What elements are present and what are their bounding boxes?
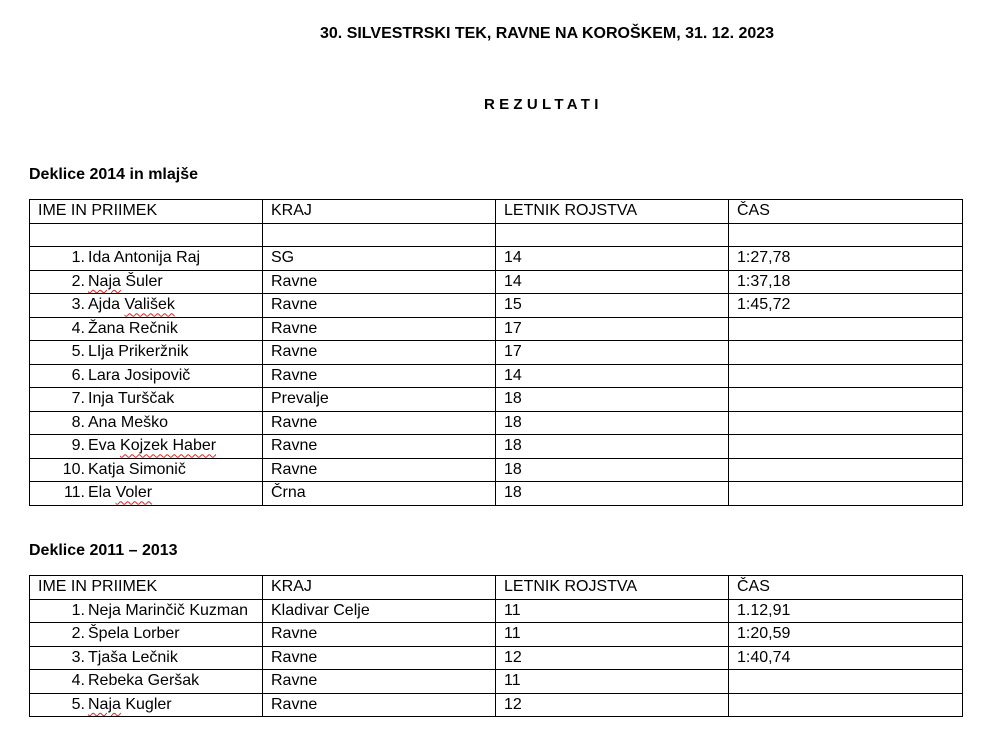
cell-birth-year: 12	[496, 646, 729, 670]
rank-number: 7.	[71, 390, 85, 408]
rank-number: 3.	[71, 296, 85, 314]
document-title: 30. SILVESTRSKI TEK, RAVNE NA KOROŠKEM, 31. 12. 2023	[320, 25, 775, 42]
cell-name	[30, 294, 263, 318]
rank-number: 5.	[71, 695, 85, 713]
column-header-name: IME IN PRIIMEK	[30, 576, 263, 600]
cell-birth-year: 18	[496, 435, 729, 459]
cell-time	[729, 341, 963, 365]
rank-number: 2.	[71, 272, 85, 290]
cell-name	[30, 364, 263, 388]
competitor-name: Inja Turščak	[88, 390, 175, 408]
table-row	[30, 693, 963, 717]
cell-name	[30, 317, 263, 341]
column-header-birth-year: LETNIK ROJSTVA	[496, 200, 729, 224]
cell-time: 1.12,91	[729, 599, 963, 623]
results-table-girls-2014-and-younger	[29, 199, 963, 506]
competitor-name: Ana Meško	[88, 413, 169, 431]
cell-name	[30, 670, 263, 694]
competitor-name: Katja Simonič	[88, 460, 186, 478]
column-header-name: IME IN PRIIMEK	[30, 200, 263, 224]
cell-birth-year: 14	[496, 364, 729, 388]
table-row	[30, 247, 963, 271]
cell-place: SG	[263, 247, 496, 271]
cell-time	[729, 388, 963, 412]
cell-place: Ravne	[263, 646, 496, 670]
cell-name	[30, 270, 263, 294]
competitor-name: LIja Prikeržnik	[88, 343, 189, 361]
column-header-time: ČAS	[729, 200, 963, 224]
cell-place: Črna	[263, 482, 496, 506]
empty-cell	[263, 223, 496, 247]
cell-place: Ravne	[263, 341, 496, 365]
cell-name	[30, 247, 263, 271]
cell-birth-year: 12	[496, 693, 729, 717]
cell-time	[729, 411, 963, 435]
rank-number: 4.	[71, 672, 85, 690]
cell-birth-year: 11	[496, 670, 729, 694]
competitor-name: Špela Lorber	[88, 625, 180, 643]
cell-place: Ravne	[263, 435, 496, 459]
table-row	[30, 646, 963, 670]
cell-time: 1:27,78	[729, 247, 963, 271]
cell-birth-year: 18	[496, 482, 729, 506]
table-row	[30, 435, 963, 459]
cell-place: Ravne	[263, 670, 496, 694]
cell-time	[729, 317, 963, 341]
rank-number: 4.	[71, 319, 85, 337]
cell-birth-year: 17	[496, 317, 729, 341]
cell-place: Ravne	[263, 458, 496, 482]
table-row	[30, 458, 963, 482]
column-header-time: ČAS	[729, 576, 963, 600]
rank-number: 1.	[71, 249, 85, 267]
column-header-place: KRAJ	[263, 200, 496, 224]
table-header-row	[30, 200, 963, 224]
cell-birth-year: 18	[496, 388, 729, 412]
table-row	[30, 317, 963, 341]
rank-number: 9.	[71, 437, 85, 455]
cell-place: Ravne	[263, 411, 496, 435]
cell-name	[30, 482, 263, 506]
rank-number: 1.	[71, 601, 85, 619]
cell-time	[729, 693, 963, 717]
cell-time	[729, 482, 963, 506]
rank-number: 2.	[71, 625, 85, 643]
cell-place: Kladivar Celje	[263, 599, 496, 623]
cell-name	[30, 388, 263, 412]
competitor-name: Ela Voler	[88, 484, 153, 502]
empty-cell	[30, 223, 263, 247]
table-row	[30, 411, 963, 435]
section-title-girls-2011-2013: Deklice 2011 – 2013	[29, 542, 178, 559]
table-row	[30, 670, 963, 694]
cell-time: 1:20,59	[729, 623, 963, 647]
cell-place: Ravne	[263, 693, 496, 717]
cell-time	[729, 458, 963, 482]
section-title-girls-2014-and-younger: Deklice 2014 in mlajše	[29, 166, 198, 183]
competitor-name: Ida Antonija Raj	[88, 249, 201, 267]
cell-name	[30, 458, 263, 482]
cell-name	[30, 599, 263, 623]
cell-birth-year: 14	[496, 270, 729, 294]
empty-cell	[729, 223, 963, 247]
cell-time	[729, 435, 963, 459]
cell-name	[30, 435, 263, 459]
competitor-name: Ajda Vališek	[88, 296, 175, 314]
rank-number: 8.	[71, 413, 85, 431]
cell-time: 1:40,74	[729, 646, 963, 670]
competitor-name: Rebeka Geršak	[88, 672, 200, 690]
rank-number: 5.	[71, 343, 85, 361]
cell-place: Ravne	[263, 294, 496, 318]
table-row	[30, 482, 963, 506]
cell-name	[30, 646, 263, 670]
table-row	[30, 623, 963, 647]
rank-number: 10.	[62, 460, 85, 478]
competitor-name: Naja Kugler	[88, 695, 172, 713]
document-subtitle: REZULTATI	[484, 96, 603, 113]
results-table-girls-2011-2013	[29, 575, 963, 717]
cell-birth-year: 11	[496, 599, 729, 623]
empty-row	[30, 223, 963, 247]
rank-number: 3.	[71, 648, 85, 666]
table-row	[30, 599, 963, 623]
competitor-name: Eva Kojzek Haber	[88, 437, 217, 455]
table-row	[30, 364, 963, 388]
competitor-name: Tjaša Lečnik	[88, 648, 178, 666]
table-header-row	[30, 576, 963, 600]
competitor-name: Lara Josipovič	[88, 366, 191, 384]
empty-cell	[496, 223, 729, 247]
column-header-birth-year: LETNIK ROJSTVA	[496, 576, 729, 600]
cell-name	[30, 341, 263, 365]
cell-place: Ravne	[263, 270, 496, 294]
cell-place: Prevalje	[263, 388, 496, 412]
cell-birth-year: 15	[496, 294, 729, 318]
competitor-name: Neja Marinčič Kuzman	[88, 601, 249, 619]
table-row	[30, 270, 963, 294]
column-header-place: KRAJ	[263, 576, 496, 600]
cell-name	[30, 623, 263, 647]
table-row	[30, 341, 963, 365]
cell-time	[729, 364, 963, 388]
cell-time	[729, 670, 963, 694]
cell-birth-year: 11	[496, 623, 729, 647]
competitor-name: Naja Šuler	[88, 272, 163, 290]
cell-place: Ravne	[263, 317, 496, 341]
table-row	[30, 294, 963, 318]
competitor-name: Žana Rečnik	[88, 319, 178, 337]
cell-birth-year: 18	[496, 411, 729, 435]
table-row	[30, 388, 963, 412]
cell-place: Ravne	[263, 364, 496, 388]
cell-name	[30, 693, 263, 717]
cell-birth-year: 14	[496, 247, 729, 271]
cell-birth-year: 18	[496, 458, 729, 482]
cell-name	[30, 411, 263, 435]
cell-time: 1:45,72	[729, 294, 963, 318]
cell-birth-year: 17	[496, 341, 729, 365]
cell-place: Ravne	[263, 623, 496, 647]
cell-time: 1:37,18	[729, 270, 963, 294]
rank-number: 11.	[63, 484, 85, 502]
rank-number: 6.	[71, 366, 85, 384]
